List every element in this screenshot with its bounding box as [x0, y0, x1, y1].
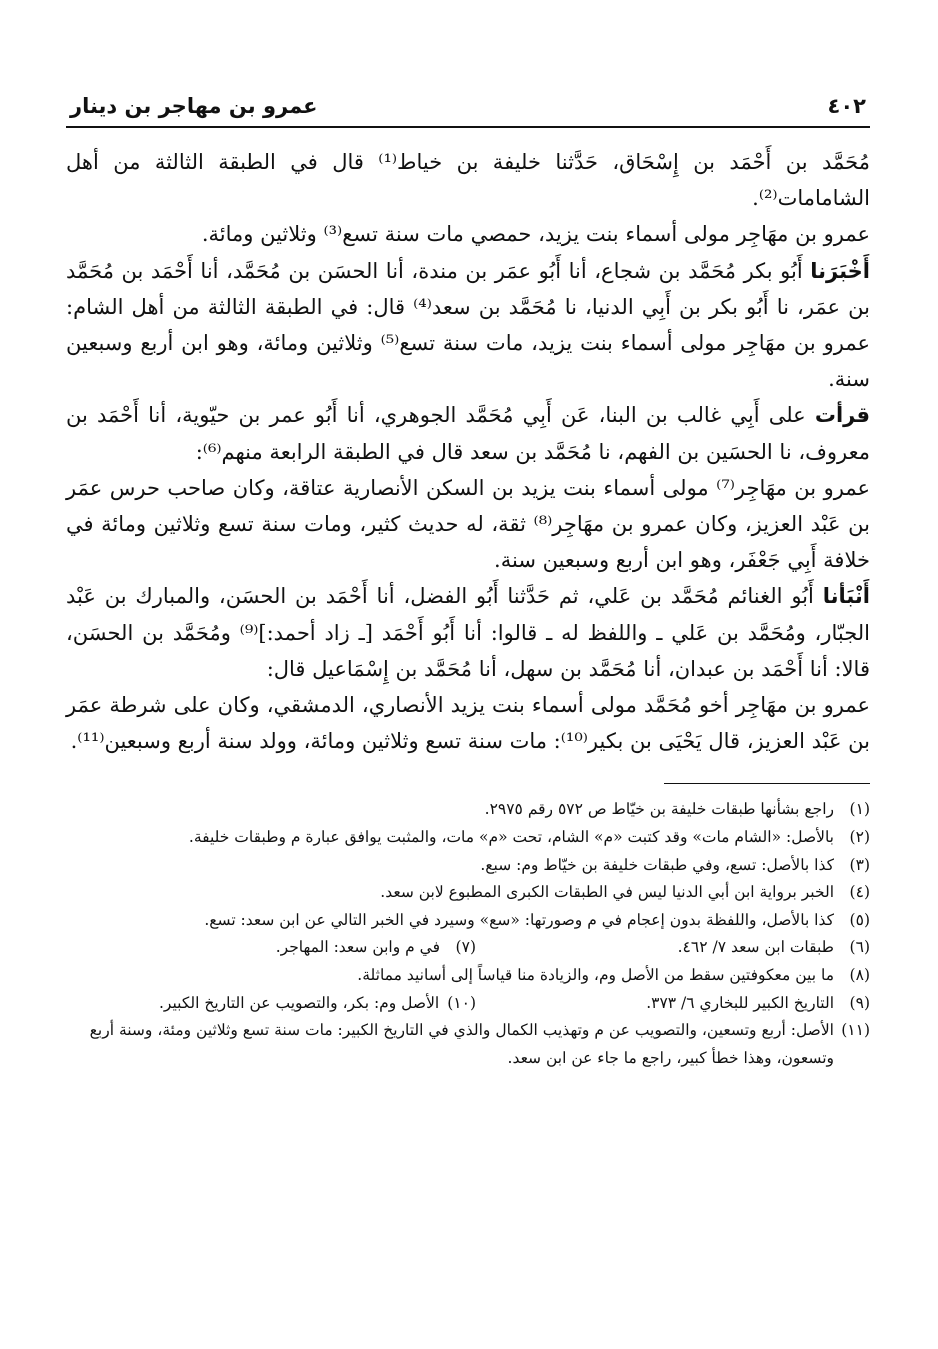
footnote-separator: [664, 783, 870, 784]
footnote-pair: (٦) طبقات ابن سعد ٧/ ٤٦٢. (٧) في م وابن سعد: المهاجر.: [275, 938, 870, 957]
paragraph: أَخْبَرَنا أَبُو بكر مُحَمَّد بن شجاع، أنا أَبُو عمَر بن مندة، أنا الحسَن بن مُحَمَّد، أنا أَحْمَد بن مُحَمَّد بن عمَر، نا أَبُو بكر بن أَبِي الدنيا، نا مُحَمَّد بن سعد⁽⁴⁾ قال: في الطبقة الثالثة من أهل الشام: عمرو بن مهَاجِر مولى أسماء بنت يزيد، مات سنة تسع⁽⁵⁾ وثلاثين ومائة، وهو ابن أربع وسبعين سنة.: [66, 258, 871, 392]
footnotes: [66, 796, 870, 1072]
footnote: (٨) ما بين معكوفتين سقط من الأصل وم، والزيادة منا قياساً إلى أسانيد مماثلة.: [357, 966, 870, 985]
main-text: [66, 144, 870, 759]
page-number: ٤٠٢: [827, 94, 866, 118]
narration-keyword: أَنْبَأنا: [822, 584, 870, 609]
paragraph: عمرو بن مهَاجِر مولى أسماء بنت يزيد، حمصي مات سنة تسع⁽³⁾ وثلاثين ومائة.: [201, 222, 870, 247]
paragraph: عمرو بن مهَاجِر⁽⁷⁾ مولى أسماء بنت يزيد بن السكن الأنصارية عتاقة، وكان صاحب حرس عمَر بن عَبْد العزيز، وكان عمرو بن مهَاجِر⁽⁸⁾ ثقة، له حديث كثير، ومات سنة تسع وثلاثين ومائة في خلافة أَبِي جَعْفَر، وهو ابن أربع وسبعين سنة.: [66, 475, 870, 573]
footnote: (٢) بالأصل: «الشام مات» وقد كتبت «م» الشام، تحت «م» مات، والمثبت يوافق عبارة م وطبقات خليفة.: [188, 828, 870, 847]
narration-keyword: قرأت: [814, 403, 870, 428]
footnote: (١) راجع بشأنها طبقات خليفة بن خيّاط ص ٥٧٢ رقم ٢٩٧٥.: [484, 800, 870, 819]
narration-keyword: أَخْبَرَنا: [810, 258, 870, 283]
paragraph: مُحَمَّد بن أَحْمَد بن إِسْحَاق، حَدَّثنا خليفة بن خياط⁽¹⁾ قال في الطبقة الثالثة من أهل الشامامات⁽²⁾.: [66, 150, 870, 211]
running-title: عمرو بن مهاجر بن دينار: [70, 94, 318, 118]
footnote: (١١) الأصل: أربع وتسعين، والتصويب عن م وتهذيب الكمال والذي في التاريخ الكبير: مات سنة تسع وثلاثين ومئة، وسنة أربع وتسعون، وهذا خطأ كبير، راجع ما جاء عن ابن سعد.: [89, 1021, 870, 1067]
paragraph: عمرو بن مهَاجِر أخو مُحَمَّد مولى أسماء بنت يزيد الأنصاري، الدمشقي، وكان على شرطة عمَر بن عَبْد العزيز، قال يَحْيَى بن بكير⁽¹⁰⁾: مات سنة تسع وثلاثين ومائة، وولد سنة أربع وسبعين⁽¹¹⁾.: [66, 693, 870, 754]
footnote-pair: (٩) التاريخ الكبير للبخاري ٦/ ٣٧٣. (١٠) الأصل وم: بكر، والتصويب عن التاريخ الكبير.: [159, 993, 870, 1012]
page-header: [66, 88, 870, 128]
footnote: (٤) الخبر برواية ابن أبي الدنيا ليس في الطبقات الكبرى المطبوع لابن سعد.: [380, 883, 870, 902]
book-page: [66, 88, 870, 1072]
footnote: (٣) كذا بالأصل: تسع، وفي طبقات خليفة بن خيّاط وم: سبع.: [480, 855, 870, 874]
paragraph: قرأت على أَبِي غالب بن البنا، عَن أَبِي مُحَمَّد الجوهري، أنا أَبُو عمر بن حيّوية، أنا أَحْمَد بن معروف، نا الحسَين بن الفهم، نا مُحَمَّد بن سعد قال في الطبقة الرابعة منهم⁽⁶⁾:: [66, 403, 870, 464]
paragraph: أَنْبَأنا أَبُو الغنائم مُحَمَّد بن عَلي، ثم حَدَّثنا أَبُو الفضل، أنا أَحْمَد بن الحسَن، والمبارك بن عَبْد الجبّار، ومُحَمَّد بن عَلي ـ واللفظ له ـ قالوا: أنا أَبُو أَحْمَد [ـ زاد أحمد:]⁽⁹⁾ ومُحَمَّد بن الحسَن، قالا: أنا أَحْمَد بن عبدان، أنا مُحَمَّد بن سهل، أنا مُحَمَّد بن إِسْمَاعيل قال:: [66, 584, 870, 681]
footnote: (٥) كذا بالأصل، واللفظة بدون إعجام في م وصورتها: «سع» وسيرد في الخبر التالي عن ابن سعد: تسع.: [204, 910, 870, 929]
